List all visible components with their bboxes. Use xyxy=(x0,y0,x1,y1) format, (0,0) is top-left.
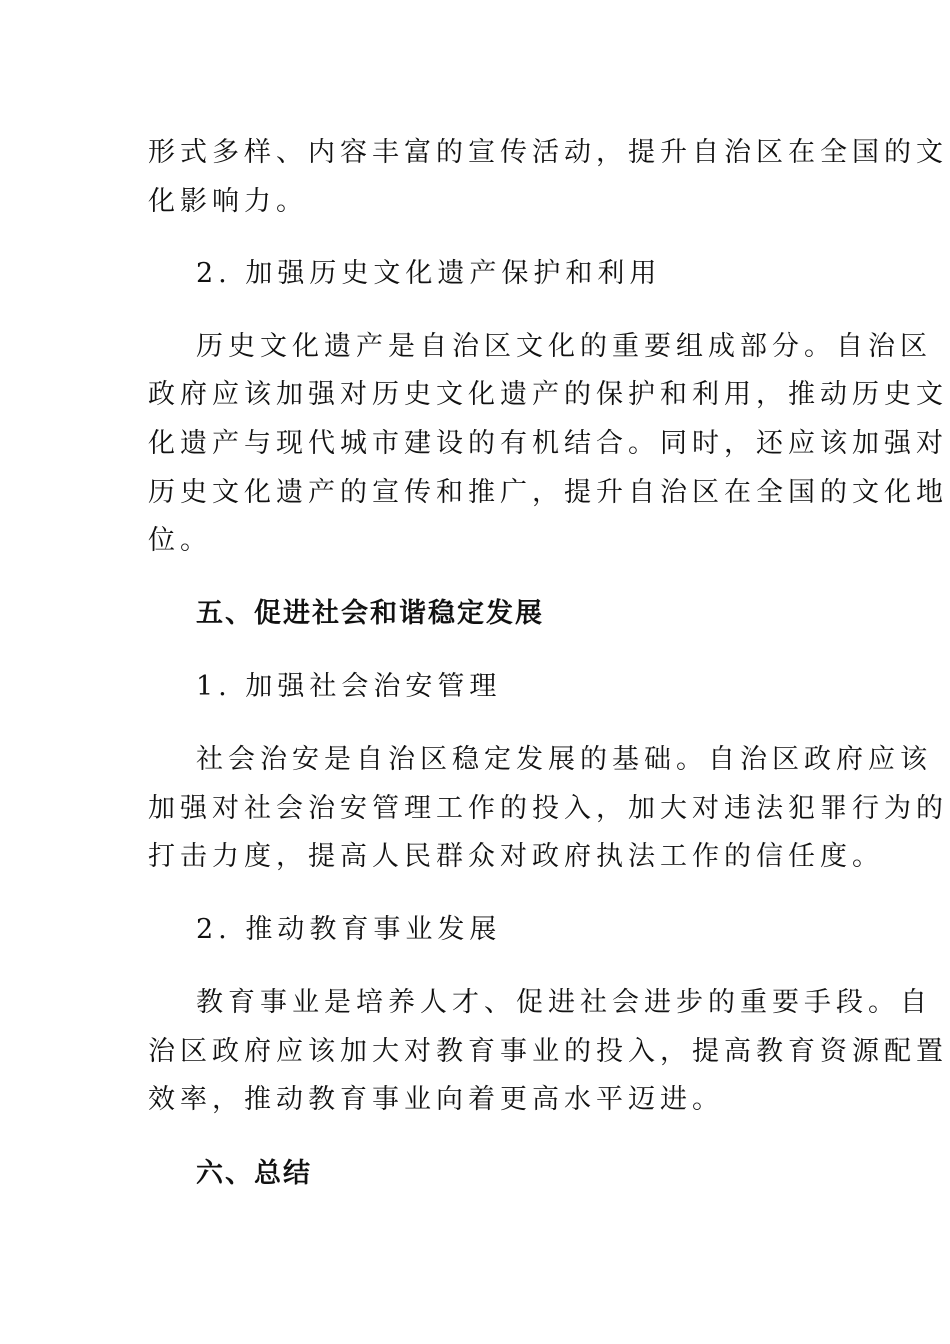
paragraph-line: 社会治安是自治区稳定发展的基础。自治区政府应该 xyxy=(196,744,932,775)
paragraph-line: 效率，推动教育事业向着更高水平迈进。 xyxy=(148,1084,724,1115)
paragraph-line: 打击力度，提高人民群众对政府执法工作的信任度。 xyxy=(148,841,884,872)
subheading-education: 2. 推动教育事业发展 xyxy=(196,914,502,945)
paragraph-line: 化影响力。 xyxy=(148,186,308,217)
section-heading-6: 六、总结 xyxy=(196,1158,312,1189)
paragraph-line: 历史文化遗产是自治区文化的重要组成部分。自治区 xyxy=(196,331,932,362)
paragraph-line: 政府应该加强对历史文化遗产的保护和利用，推动历史文 xyxy=(148,379,948,410)
paragraph-line: 化遗产与现代城市建设的有机结合。同时，还应该加强对 xyxy=(148,428,948,459)
paragraph-line: 历史文化遗产的宣传和推广，提升自治区在全国的文化地 xyxy=(148,477,948,508)
paragraph-line: 形式多样、内容丰富的宣传活动，提升自治区在全国的文 xyxy=(148,137,948,168)
subheading-heritage: 2. 加强历史文化遗产保护和利用 xyxy=(196,258,662,289)
paragraph-line: 位。 xyxy=(148,525,212,556)
paragraph-line: 治区政府应该加大对教育事业的投入，提高教育资源配置 xyxy=(148,1036,948,1067)
section-heading-5: 五、促进社会和谐稳定发展 xyxy=(196,598,544,629)
paragraph-line: 教育事业是培养人才、促进社会进步的重要手段。自 xyxy=(196,987,932,1018)
paragraph-line: 加强对社会治安管理工作的投入，加大对违法犯罪行为的 xyxy=(148,793,948,824)
subheading-security: 1. 加强社会治安管理 xyxy=(196,671,502,702)
